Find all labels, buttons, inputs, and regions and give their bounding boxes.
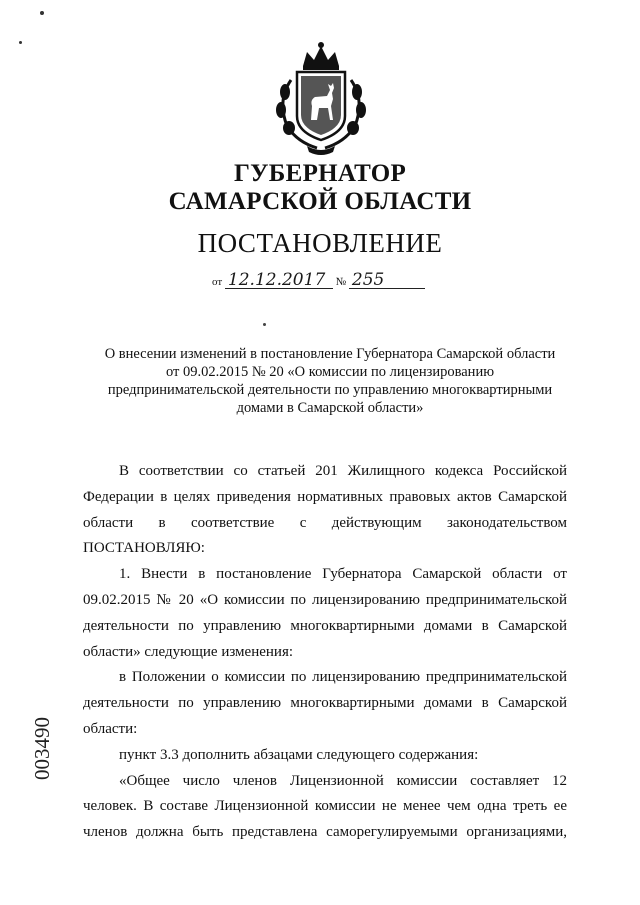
number-sign: № <box>335 276 347 288</box>
subject-line: предпринимательской деятельности по управлению многоквартирными <box>107 382 553 398</box>
authority-title-line2: САМАРСКОЙ ОБЛАСТИ <box>168 188 472 215</box>
date-number-line <box>212 272 425 289</box>
scan-speck <box>19 41 22 44</box>
document-subject <box>80 345 580 417</box>
scan-serial-number: 003490 <box>30 717 54 780</box>
handwritten-date: 12.12.2017 <box>225 272 333 289</box>
item-1-point-paragraph: пункт 3.3 дополнить абзацами следующего содержания: <box>119 746 479 763</box>
coat-of-arms-icon <box>267 40 375 158</box>
decree-word: ПОСТАНОВЛЯЮ: <box>83 540 205 557</box>
authority-title-line1: ГУБЕРНАТОР <box>233 160 407 187</box>
preamble-paragraph: В соответствии со статьей 201 Жилищного кодекса Российской Федерации в целях приведения нормативных правовых актов Самарской области в соответствие с действующим законодательством <box>83 463 567 531</box>
subject-line: от 09.02.2015 № 20 «О комиссии по лицензированию <box>165 364 495 380</box>
subject-line: домами в Самарской области» <box>236 400 424 416</box>
scan-speck <box>40 11 44 15</box>
item-1-paragraph: 1. Внести в постановление Губернатора Самарской области от 09.02.2015 № 20 «О комиссии по лицензированию предпринимательской деятельности по управлению многоквартирными домами в Самарской области» следующие изменения: <box>83 566 567 660</box>
item-1-place-paragraph: в Положении о комиссии по лицензированию предпринимательской деятельности по управлению многоквартирными домами в Самарской области: <box>83 669 567 737</box>
subject-line: О внесении изменений в постановление Губернатора Самарской области <box>104 346 556 362</box>
date-prefix: от <box>212 276 223 288</box>
scan-dot <box>263 323 266 326</box>
document-header <box>0 160 640 258</box>
document-body <box>83 459 567 846</box>
item-1-quote-paragraph: «Общее число членов Лицензионной комиссии составляет 12 человек. В составе Лицензионной комиссии не менее чем одна треть ее членов должна быть представлена саморегулируемыми организациями, <box>83 772 567 841</box>
document-type: ПОСТАНОВЛЕНИЕ <box>197 228 443 258</box>
handwritten-number: 255 <box>349 272 425 289</box>
